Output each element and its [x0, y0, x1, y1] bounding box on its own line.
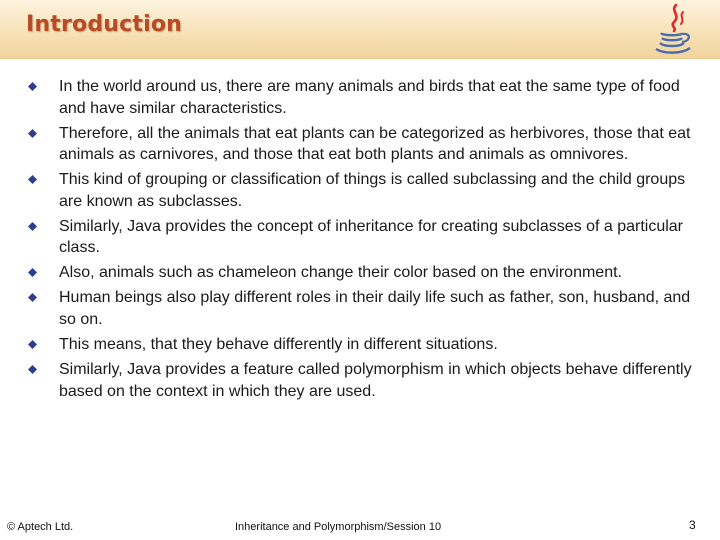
page-number: 3	[689, 518, 696, 532]
copyright-text: © Aptech Ltd.	[7, 521, 74, 533]
list-item	[28, 216, 708, 259]
java-logo-icon	[650, 2, 698, 56]
list-item	[28, 287, 708, 330]
bullet-text: Also, animals such as chameleon change their color based on the environment.	[59, 264, 622, 282]
bullet-text: Human beings also play different roles in their daily life such as father, son, husband, and so on.	[59, 289, 691, 328]
diamond-bullet-icon	[28, 175, 37, 184]
diamond-bullet-icon	[28, 293, 37, 302]
bullet-text: Similarly, Java provides a feature called polymorphism in which objects behave differently based on the context in which they are used.	[59, 361, 692, 400]
bullet-text: This kind of grouping or classification of things is called subclassing and the child groups are known as subclasses.	[59, 171, 686, 210]
session-label: Inheritance and Polymorphism/Session 10	[235, 521, 442, 533]
diamond-bullet-icon	[28, 340, 37, 349]
bullet-list	[28, 76, 708, 406]
list-item	[28, 359, 708, 402]
list-item	[28, 169, 708, 212]
diamond-bullet-icon	[28, 365, 37, 374]
title-banner	[0, 0, 720, 59]
list-item	[28, 123, 708, 166]
bullet-text: In the world around us, there are many animals and birds that eat the same type of food and have similar characteristics.	[59, 78, 680, 117]
bullet-text: Similarly, Java provides the concept of inheritance for creating subclasses of a particular class.	[59, 217, 684, 257]
list-item	[28, 76, 708, 119]
diamond-bullet-icon	[28, 268, 37, 277]
diamond-bullet-icon	[28, 222, 37, 231]
page-title: Introduction	[26, 12, 183, 37]
footer	[0, 518, 720, 540]
bullet-text: Therefore, all the animals that eat plants can be categorized as herbivores, those that eat animals as carnivores, and those that eat both plants and animals as omnivores.	[59, 124, 691, 164]
diamond-bullet-icon	[28, 82, 37, 91]
diamond-bullet-icon	[28, 129, 37, 138]
bullet-text: This means, that they behave differently in different situations.	[59, 336, 498, 354]
list-item	[28, 262, 708, 284]
list-item	[28, 334, 708, 356]
